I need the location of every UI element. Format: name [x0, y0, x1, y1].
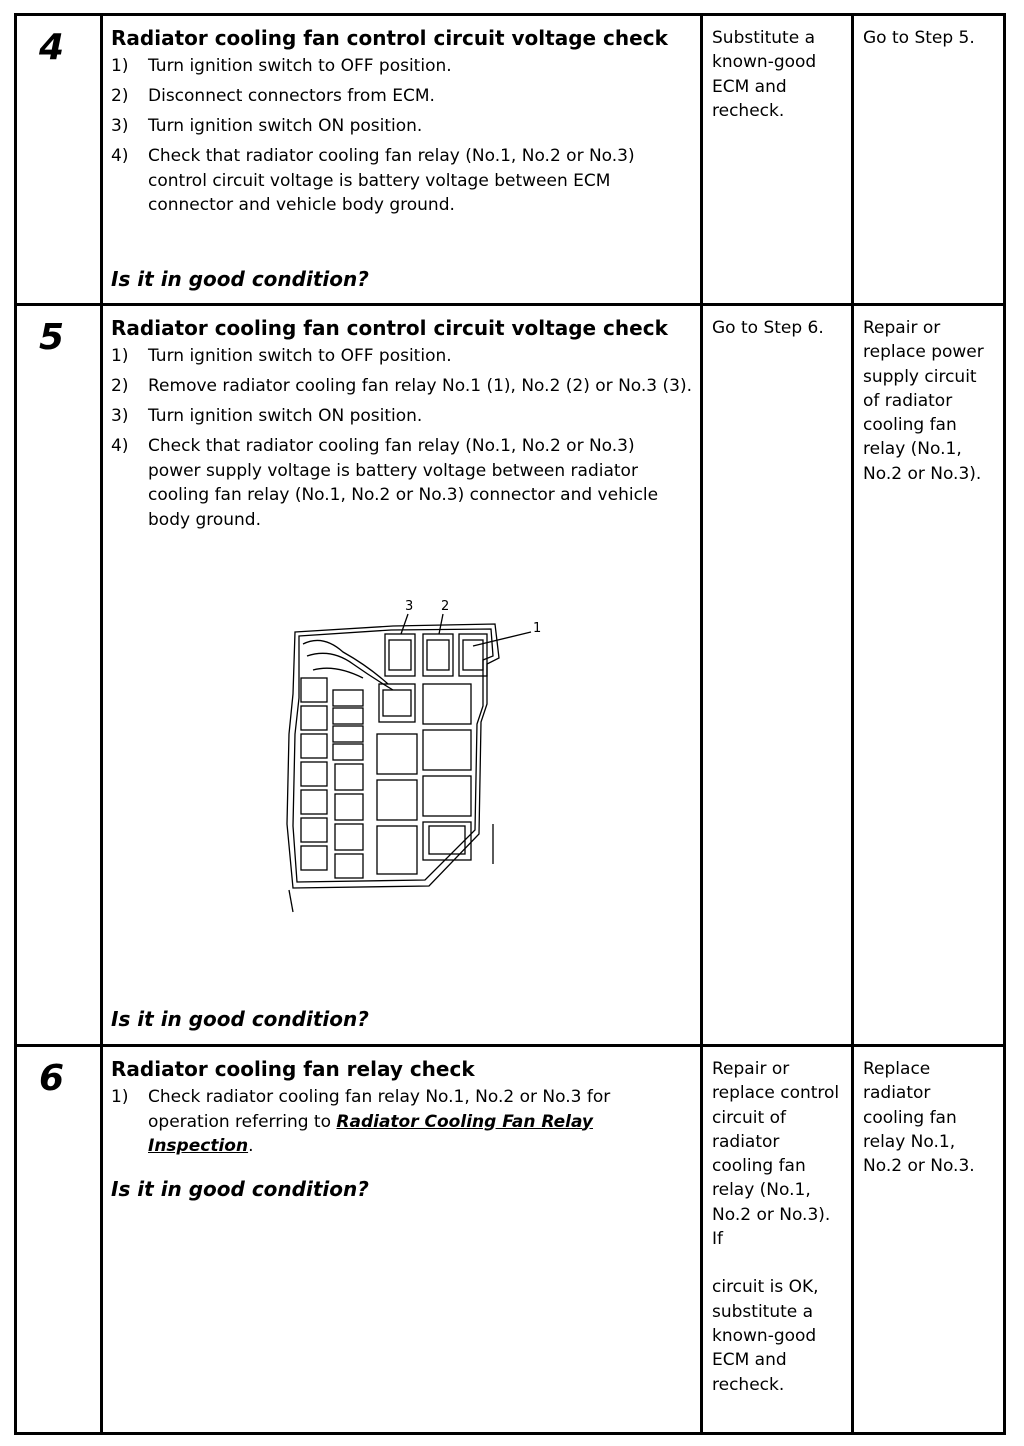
substep-item: 1) Turn ignition switch to OFF position. — [111, 346, 452, 366]
substep-list — [111, 1085, 692, 1159]
step-title: Radiator cooling fan control circuit voltage check — [111, 26, 668, 50]
no-cell — [853, 1046, 1005, 1434]
yes-cell — [702, 15, 853, 305]
substep-list — [111, 344, 692, 532]
no-action: Repair or replace power supply circuit of radiator cooling fan relay (No.1, No.2 or No.3). — [863, 318, 984, 484]
step-description-cell — [102, 305, 702, 1046]
yes-action-part1: Repair or replace control circuit of radiator cooling fan relay (No.1, No.2 or No.3). If — [712, 1059, 840, 1250]
substep-item: 2) Disconnect connectors from ECM. — [111, 86, 435, 106]
step-description-cell — [102, 15, 702, 305]
no-cell — [853, 15, 1005, 305]
substep-item: 1) Check radiator cooling fan relay No.1, No.2 or No.3 for operation referring to Radiator Cooling Fan Relay Inspection. — [111, 1087, 611, 1156]
yes-action — [703, 1047, 851, 1397]
step-row-6 — [16, 1046, 1005, 1434]
step-row-5 — [16, 305, 1005, 1046]
condition-question: Is it in good condition? — [111, 1176, 369, 1201]
relay-label-2: 2 — [441, 599, 450, 614]
condition-question: Is it in good condition? — [111, 267, 369, 291]
substep-item: 4) Check that radiator cooling fan relay (No.1, No.2 or No.3) control circuit voltage is battery voltage between ECM connector and vehicle body ground. — [111, 146, 635, 215]
step-title: Radiator cooling fan relay check — [111, 1057, 475, 1081]
step-number-cell — [16, 305, 102, 1046]
step-row-4 — [16, 15, 1005, 305]
substep-item: 1) Turn ignition switch to OFF position. — [111, 56, 452, 76]
substep-item: 3) Turn ignition switch ON position. — [111, 116, 423, 136]
step-description-cell — [102, 1046, 702, 1434]
yes-action-part2: circuit is OK, substitute a known-good ECM and recheck. — [712, 1277, 819, 1395]
substep-item: 3) Turn ignition switch ON position. — [111, 406, 423, 426]
yes-action: Substitute a known-good ECM and recheck. — [712, 28, 817, 121]
step-number: 4 — [39, 27, 65, 68]
step-number: 5 — [39, 317, 65, 358]
yes-cell — [702, 305, 853, 1046]
yes-cell — [702, 1046, 853, 1434]
substep-item: 4) Check that radiator cooling fan relay (No.1, No.2 or No.3) power supply voltage is battery voltage between radiator cooling fan relay (No.1, No.2 or No.3) connector and vehicle body ground. — [111, 436, 659, 530]
substep-list — [111, 54, 692, 218]
troubleshooting-table — [14, 13, 1006, 1435]
substep-item: 2) Remove radiator cooling fan relay No.1 (1), No.2 (2) or No.3 (3). — [111, 376, 692, 396]
no-action: Replace radiator cooling fan relay No.1, No.2 or No.3. — [863, 1059, 975, 1177]
relay-inspection-link[interactable]: Radiator Cooling Fan Relay Inspection — [148, 1111, 593, 1156]
step-number: 6 — [39, 1058, 65, 1099]
relay-label-1: 1 — [533, 621, 542, 636]
no-cell — [853, 305, 1005, 1046]
step-number-cell — [16, 15, 102, 305]
yes-action: Go to Step 6. — [712, 318, 824, 338]
no-action: Go to Step 5. — [863, 28, 975, 48]
relay-label-3: 3 — [405, 599, 414, 614]
step-title: Radiator cooling fan control circuit voltage check — [111, 316, 668, 340]
condition-question: Is it in good condition? — [111, 1007, 369, 1031]
step-number-cell — [16, 1046, 102, 1434]
relay-box-diagram — [273, 594, 543, 924]
